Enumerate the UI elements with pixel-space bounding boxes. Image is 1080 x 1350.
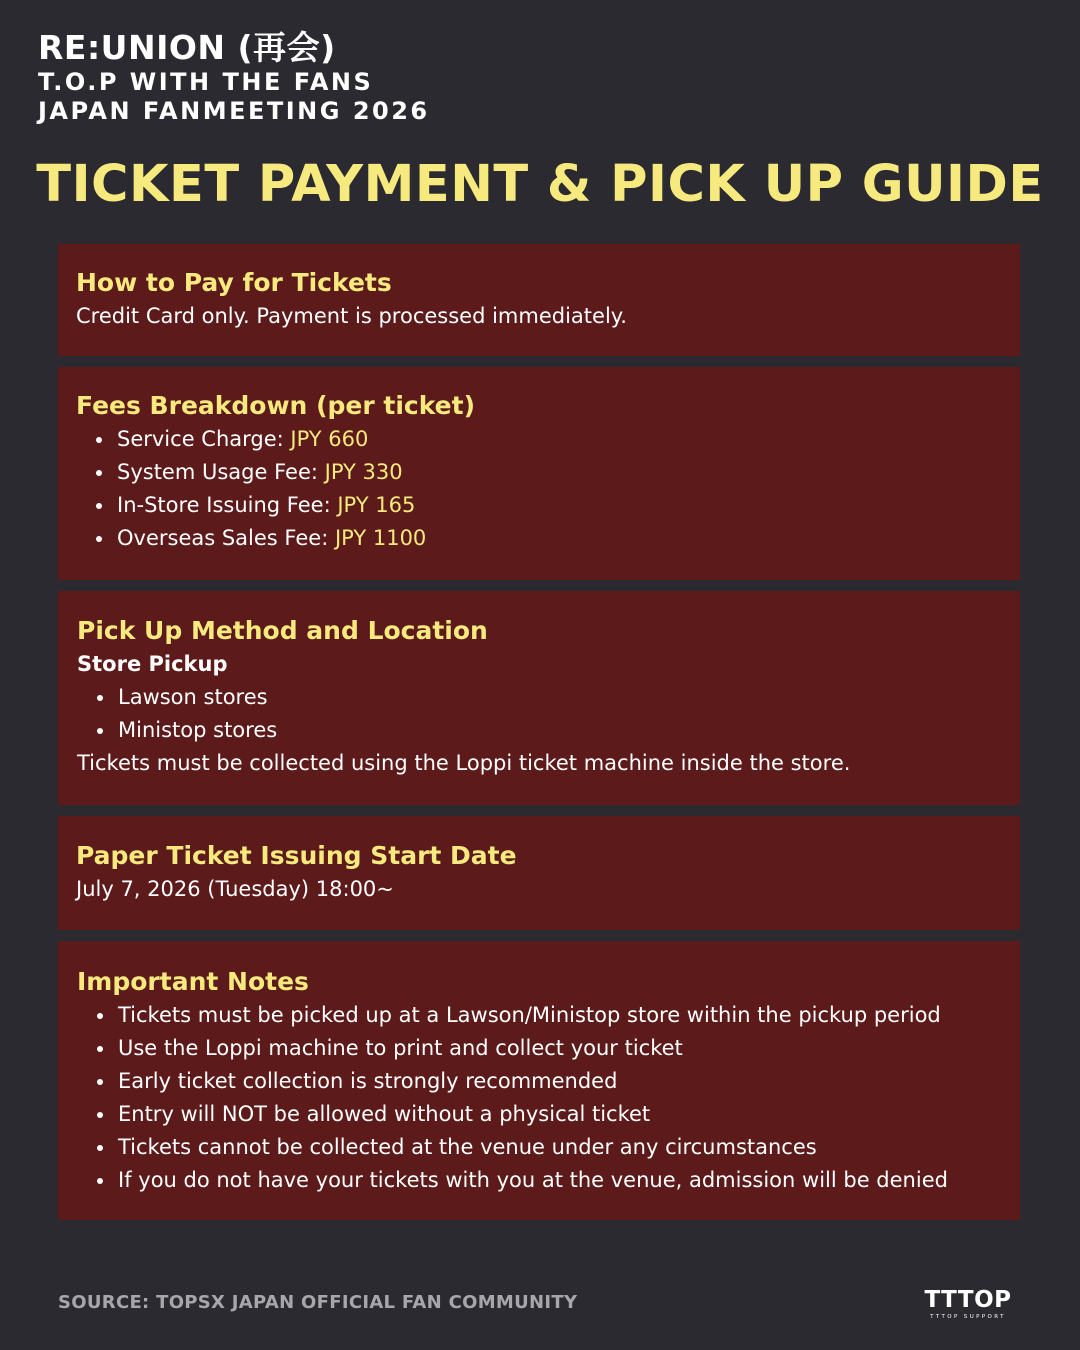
issuing-card (58, 816, 1020, 930)
fees-heading: Fees Breakdown (per ticket) (76, 391, 475, 420)
store-item: Ministop stores (77, 714, 1002, 747)
payment-text: Credit Card only. Payment is processed immediately. (76, 304, 627, 328)
fee-amount: JPY 165 (337, 493, 416, 517)
fee-label: In-Store Issuing Fee: (117, 493, 338, 517)
issuing-heading: Paper Ticket Issuing Start Date (76, 841, 517, 870)
payment-card (58, 244, 1020, 356)
note-item: If you do not have your tickets with you at the venue, admission will be denied (77, 1164, 1002, 1197)
pickup-heading: Pick Up Method and Location (77, 616, 488, 645)
fees-list (76, 423, 1002, 555)
note-item: Early ticket collection is strongly recommended (77, 1065, 1002, 1098)
pickup-card (58, 591, 1020, 805)
fee-item (76, 522, 1002, 555)
fee-item (76, 489, 1002, 522)
pickup-note: Tickets must be collected using the Loppi ticket machine inside the store. (77, 751, 851, 775)
note-item: Tickets must be picked up at a Lawson/Ministop store within the pickup period (77, 999, 1002, 1032)
source-credit: SOURCE: TOPSX JAPAN OFFICIAL FAN COMMUNITY (58, 1292, 578, 1313)
pickup-subheading: Store Pickup (77, 652, 228, 676)
fee-label: Overseas Sales Fee: (117, 526, 335, 550)
fee-amount: JPY 1100 (334, 526, 427, 550)
note-item: Entry will NOT be allowed without a physical ticket (77, 1098, 1002, 1131)
fee-amount: JPY 330 (324, 460, 403, 484)
logo-subtext: TTTOP SUPPORT (930, 1314, 1006, 1320)
event-subtitle-line2: JAPAN FANMEETING 2026 (38, 97, 430, 125)
fee-amount: JPY 660 (290, 427, 369, 451)
note-item: Use the Loppi machine to print and collect your ticket (77, 1032, 1002, 1065)
logo-mark: TTTOP (924, 1287, 1012, 1313)
notes-card (58, 941, 1020, 1220)
notes-heading: Important Notes (77, 967, 309, 996)
issuing-date: July 7, 2026 (Tuesday) 18:00~ (76, 877, 394, 901)
note-item: Tickets cannot be collected at the venue under any circumstances (77, 1131, 1002, 1164)
store-list (77, 681, 1002, 747)
fee-item (76, 456, 1002, 489)
payment-heading: How to Pay for Tickets (76, 268, 392, 297)
fee-item (76, 423, 1002, 456)
page-title: TICKET PAYMENT & PICK UP GUIDE (36, 155, 1044, 214)
event-subtitle-line1: T.O.P WITH THE FANS (38, 68, 374, 96)
fee-label: System Usage Fee: (117, 460, 325, 484)
fee-label: Service Charge: (117, 427, 291, 451)
fees-card (58, 367, 1020, 580)
header (38, 28, 430, 126)
notes-list (77, 999, 1002, 1197)
event-title: RE:UNION (再会) (38, 28, 336, 67)
tttop-logo (916, 1287, 1020, 1321)
store-item: Lawson stores (77, 681, 1002, 714)
